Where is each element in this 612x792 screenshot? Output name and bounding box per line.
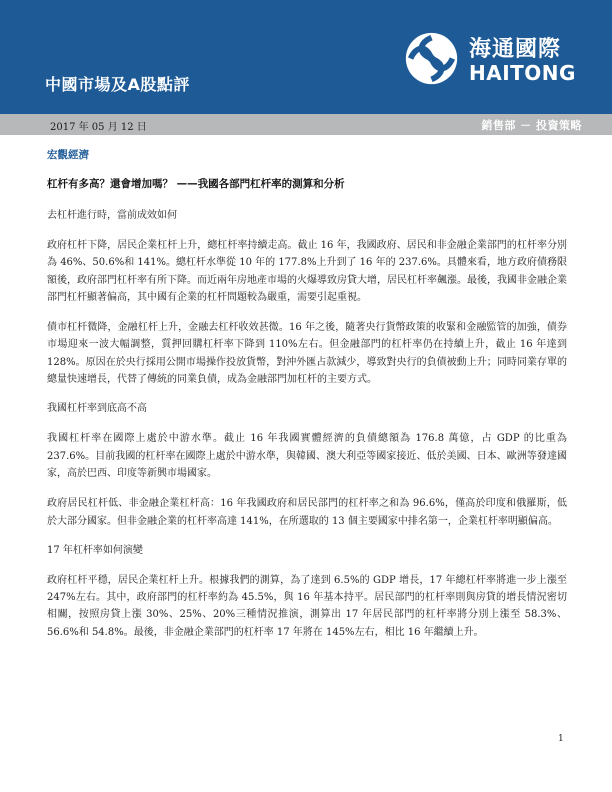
subheading-deleveraging: 去杠杆進行時，當前成效如何	[47, 210, 177, 221]
article-body	[47, 147, 567, 654]
report-date: 2017 年 05 月 12 日	[50, 122, 147, 133]
logo-text-en: HAITONG	[469, 61, 576, 85]
page-number: 1	[558, 734, 564, 744]
subheading-2017-outlook: 17 年杠杆率如何演變	[47, 544, 143, 556]
paragraph-financial-leverage: 債市杠杆微降，金融杠杆上升，金融去杠杆收效甚微。16 年之後，隨著央行貨幣政策的收緊和金融監管的加強，債券市場迎來一波大幅調整，質押回購杠杆率下降到 110%左右。但金融部門的杠杆率仍在持續上升，截止 16 年達到 128%。原因在於央行採用公開市場操作投放貨幣，對沖外匯占款減少，導致對央行的負債被動上升；同時同業存單的總量快速增長，代替了傳統的同業負債，成為金融部門加杠杆的主要方式。	[47, 322, 567, 386]
report-title: 中國市場及A股點評	[45, 75, 190, 94]
department-label: 銷售部 － 投資策略	[481, 119, 582, 132]
date-department-bar	[0, 114, 612, 135]
paragraph-2017-projection: 政府杠杆平穩，居民企業杠杆上升。根據我們的測算，為了達到 6.5%的 GDP 增長，17 年總杠杆率將進一步上漲至 247%左右。其中，政府部門的杠杆率約為 45.5%，與 16 年基本持平。居民部門的杠杆率則與房貸的增長情況密切相關，按照房貸上漲 30%、25%、20%三種情況推演，測算出 17 年居民部門的杠杆率將分別上漲至 58.3%、56.6%和 54.8%。最後，非金融企業部門的杠杆率 17 年將在 145%左右，相比 16 年繼續上升。	[47, 574, 567, 638]
logo-text-cn: 海通國際	[469, 37, 562, 62]
haitong-logo	[403, 30, 583, 92]
paragraph-international-comparison: 我國杠杆率在國際上處於中游水準。截止 16 年我國實體經濟的負債總額為 176.8 萬億，占 GDP 的比重為 237.6%。目前我國的杠杆率在國際上處於中游水準，與韓國、澳大利亞等國家接近、低於美國、日本、歐洲等發達國家，高於巴西、印度等新興市場國家。	[47, 433, 567, 479]
paragraph-government-leverage: 政府杠杆下降，居民企業杠杆上升，總杠杆率持續走高。截止 16 年，我國政府、居民和非金融企業部門的杠杆率分別為 46%、50.6%和 141%。總杠杆水準從 10 年的 177.8%上升到了 16 年的 237.6%。具體來看，地方政府債務限額後，政府部門杠杆率有所下降。而近兩年房地產市場的火爆導致房貸大增，居民杠杆率飆漲。最後，我國非金融企業部門杠杆顯著偏高，其中國有企業的杠杆問題較為嚴重，需要引起重視。	[47, 240, 567, 303]
section-heading: 宏觀經濟	[47, 149, 89, 161]
report-header	[0, 0, 612, 114]
subheading-leverage-level: 我國杠杆率到底高不高	[47, 403, 147, 415]
paragraph-sector-comparison: 政府居民杠杆低、非金融企業杠杆高：16 年我國政府和居民部門的杠杆率之和為 96.6%，僅高於印度和俄羅斯，低於大部分國家。但非金融企業的杠杆率高達 141%，在所選取的 13 個主要國家中排名第一，企業杠杆率明顯偏高。	[47, 498, 567, 527]
article-title: 杠杆有多高？還會增加嗎？ ——我國各部門杠杆率的測算和分析	[47, 178, 345, 190]
haitong-logo-icon	[403, 30, 460, 87]
